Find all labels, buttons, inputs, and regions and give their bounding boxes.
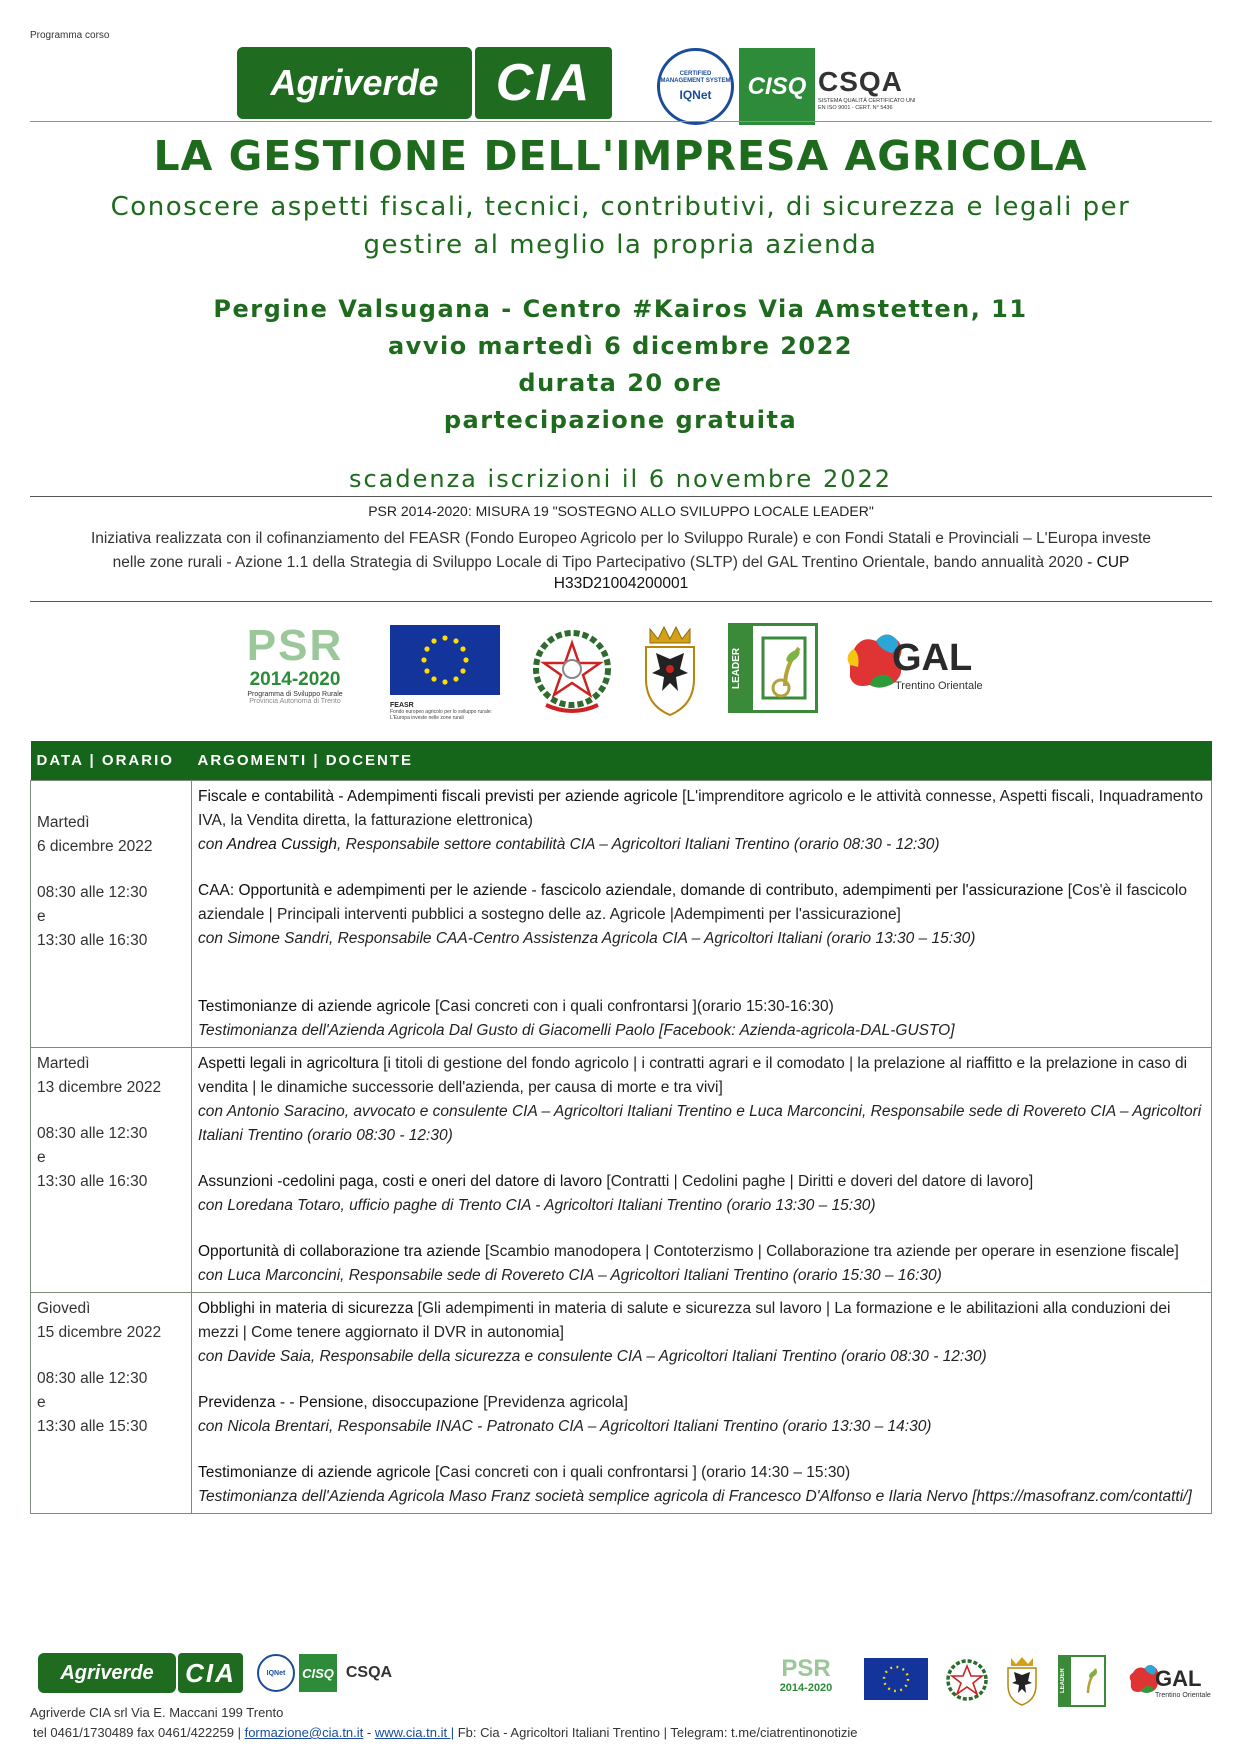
teacher-prefix: con bbox=[198, 1348, 228, 1365]
topic bbox=[198, 1391, 1205, 1415]
teacher-name: Andrea Cussigh bbox=[226, 836, 338, 853]
republic-emblem-icon bbox=[530, 625, 615, 717]
teacher-name: Nicola Brentari bbox=[227, 1418, 329, 1435]
course-location: Pergine Valsugana - Centro #Kairos Via Amstetten, 11 bbox=[213, 295, 1028, 323]
deadline-divider bbox=[30, 496, 1212, 497]
cia-text: CIA bbox=[495, 54, 592, 112]
teacher-suffix: , Responsabile settore contabilità CIA – Agricoltori Italiani Trentino (orario 08:30 - 12:30) bbox=[337, 836, 940, 853]
subtitle-line-2: gestire al meglio la propria azienda bbox=[363, 230, 878, 260]
teacher-prefix: con bbox=[198, 836, 227, 853]
teacher-prefix: con bbox=[198, 1418, 228, 1435]
topic-teacher-line bbox=[198, 1194, 1205, 1218]
topic-title: Opportunità di collaborazione tra aziende bbox=[198, 1243, 481, 1260]
topic-teacher-line bbox=[198, 1100, 1205, 1148]
topic-detail: [L'imprenditore agricolo e le attività connesse, Aspetti fiscali, Inquadramento IVA, la Vendita diretta, la fatturazione elettronica) bbox=[198, 788, 1203, 829]
teacher-suffix: , avvocato e consulente CIA – Agricoltori Italiani Trentino e Luca Marconcini, Responsabile sede di Rovereto CIA – Agricoltori Italiani Trentino (orario 08:30 - 12:30) bbox=[198, 1103, 1202, 1144]
leader-text: LEADER bbox=[731, 626, 753, 710]
gal-logo bbox=[840, 625, 985, 720]
row-date: 13 dicembre 2022 bbox=[37, 1079, 162, 1096]
teacher-name: Simone Sandri bbox=[227, 930, 329, 947]
table-header-row bbox=[31, 741, 1212, 781]
footer-address: Agriverde CIA srl Via E. Maccani 199 Trento bbox=[30, 1705, 284, 1720]
topic-detail: [Casi concreti con i quali confrontarsi ] (orario 14:30 – 15:30) bbox=[430, 1464, 851, 1481]
row-time-and: e bbox=[37, 908, 46, 925]
gal-sub: Trentino Orientale bbox=[895, 680, 983, 692]
row-time-1: 08:30 alle 12:30 bbox=[37, 1125, 148, 1142]
course-duration: durata 20 ore bbox=[518, 369, 723, 397]
topic-detail: [Contratti | Cedolini paghe | Diritti e doveri del datore di lavoro] bbox=[602, 1173, 1034, 1190]
topic-title: Fiscale e contabilità - Adempimenti fiscali previsti per aziende agricole bbox=[198, 788, 678, 805]
footer-web-link[interactable]: www.cia.tn.it | bbox=[374, 1725, 455, 1740]
psr-line-2: nelle zone rurali - Azione 1.1 della Strategia di Sviluppo Locale di Tipo Partecipativo (SLTP) del GAL Trentino Orientale, bando annualità 2020 bbox=[112, 554, 1083, 571]
course-start: avvio martedì 6 dicembre 2022 bbox=[387, 332, 854, 360]
teacher-suffix: , Responsabile INAC - Patronato CIA – Agricoltori Italiani Trentino (orario 13:30 – 14:30) bbox=[328, 1418, 932, 1435]
topics-cell bbox=[192, 1048, 1212, 1293]
footer-coat-of-arms bbox=[1005, 1655, 1039, 1707]
teacher-name: Antonio Saracino bbox=[226, 1103, 345, 1120]
footer-gal-text: GAL bbox=[1155, 1666, 1202, 1691]
teacher-name: Azienda Agricola Maso Franz società semplice agricola di Francesco D'Alfonso e Ilaria Nervo bbox=[328, 1488, 968, 1505]
topic bbox=[198, 1170, 1205, 1194]
leader-sprout-icon bbox=[755, 626, 817, 710]
course-free: partecipazione gratuita bbox=[443, 406, 798, 434]
topic-title: CAA: Opportunità e adempimenti per le aziende - fascicolo aziendale, domande di contributo, adempimenti per l'assicurazione bbox=[198, 882, 1064, 899]
row-time-2: 13:30 alle 15:30 bbox=[37, 1418, 148, 1435]
footer-eu-logo bbox=[864, 1658, 928, 1700]
footer-psr-big: PSR bbox=[781, 1655, 831, 1682]
top-label: Programma corso bbox=[30, 30, 110, 41]
agriverde-logo bbox=[237, 47, 472, 119]
csqa-text: CSQA bbox=[818, 66, 903, 97]
psr-cup: H33D21004200001 bbox=[553, 575, 689, 592]
csqa-sub: SISTEMA QUALITÀ CERTIFICATO UNI EN ISO 9001 - CERT. N° 5436 bbox=[818, 98, 916, 111]
table-row bbox=[31, 1293, 1212, 1514]
footer-csqa-text: CSQA bbox=[345, 1664, 393, 1681]
topic-title: Testimonianze di aziende agricole bbox=[198, 1464, 431, 1481]
psr-logo-sub1: Programma di Sviluppo Rurale bbox=[247, 691, 343, 698]
footer-social: Fb: Cia - Agricoltori Italiani Trentino | Telegram: t.me/ciatrentinonotizie bbox=[454, 1725, 858, 1740]
topic-teacher-line bbox=[198, 1345, 1205, 1369]
trentino-coat-of-arms bbox=[640, 623, 700, 718]
col-header-topics bbox=[192, 741, 1212, 781]
teacher-suffix: , ufficio paghe di Trento CIA - Agricoltori Italiani Trentino (orario 13:30 – 15:30) bbox=[340, 1197, 876, 1214]
psr-heading: PSR 2014-2020: MISURA 19 "SOSTEGNO ALLO SVILUPPO LOCALE LEADER" bbox=[368, 503, 874, 519]
psr-logo-years: 2014-2020 bbox=[249, 669, 341, 690]
leader-logo bbox=[728, 623, 818, 713]
cia-logo bbox=[475, 47, 612, 119]
row-time-2: 13:30 alle 16:30 bbox=[37, 932, 148, 949]
topic bbox=[198, 995, 1205, 1019]
agriverde-text: Agriverde bbox=[270, 62, 439, 103]
topic-detail: [Casi concreti con i quali confrontarsi ](orario 15:30-16:30) bbox=[430, 998, 834, 1015]
date-cell bbox=[31, 1048, 192, 1293]
teacher-name: Davide Saia bbox=[227, 1348, 311, 1365]
teacher-name: Luca Marconcini bbox=[227, 1267, 341, 1284]
topic bbox=[198, 879, 1205, 927]
footer-gal-sub: Trentino Orientale bbox=[1155, 1692, 1211, 1699]
teacher-suffix: [Facebook: Azienda-agricola-DAL-GUSTO] bbox=[654, 1022, 955, 1039]
cisq-text: CISQ bbox=[747, 72, 807, 100]
footer-leader-text: LEADER bbox=[1060, 1657, 1071, 1705]
psr-line-2-wrap bbox=[30, 551, 1212, 574]
italian-republic-emblem bbox=[530, 625, 615, 720]
coat-of-arms-icon bbox=[640, 623, 700, 718]
psr-divider bbox=[30, 601, 1212, 602]
psr-logo-sub2: Provincia Autonoma di Trento bbox=[249, 698, 341, 705]
cert-ring-text: CERTIFIED MANAGEMENT SYSTEM bbox=[660, 71, 731, 84]
topic-teacher-line bbox=[198, 1415, 1205, 1439]
topic bbox=[198, 1297, 1205, 1345]
footer-republic-emblem bbox=[944, 1656, 990, 1706]
topic-detail: [i titoli di gestione del fondo agricolo | i contratti agrari e il comodato | la prelazione al riaffitto e la prelazione in caso di vendita | le dinamiche successorie dell'azienda, per causa di morte e tra vivi] bbox=[198, 1055, 1188, 1096]
footer-psr-logo bbox=[770, 1656, 842, 1706]
header-divider bbox=[30, 121, 1212, 122]
registration-deadline: scadenza iscrizioni il 6 novembre 2022 bbox=[348, 465, 893, 493]
footer-iqnet-logo bbox=[257, 1654, 295, 1692]
teacher-prefix: con bbox=[198, 1103, 227, 1120]
footer-coat-of-arms-icon bbox=[1005, 1655, 1039, 1707]
topic-teacher-line bbox=[198, 1264, 1205, 1288]
footer-iqnet-text: IQNet bbox=[266, 1669, 286, 1677]
topics-cell bbox=[192, 781, 1212, 1048]
topic-detail: [Previdenza agricola] bbox=[478, 1394, 628, 1411]
col-header-date bbox=[31, 741, 192, 781]
footer-eu-flag-icon bbox=[864, 1658, 928, 1700]
eu-flag-icon bbox=[390, 625, 500, 695]
footer-leader-logo bbox=[1058, 1655, 1106, 1707]
iqnet-cert-logo bbox=[657, 48, 734, 125]
date-cell bbox=[31, 781, 192, 1048]
iqnet-text: IQNet bbox=[679, 88, 712, 102]
col-header-date-text: DATA | ORARIO bbox=[36, 752, 174, 769]
topic-detail: [Gli adempimenti in materia di salute e sicurezza sul lavoro | La formazione e le abilitazioni alla conduzioni dei mezzi | Come tenere aggiornato il DVR in autonomia] bbox=[198, 1300, 1171, 1341]
teacher-prefix: con bbox=[198, 1267, 228, 1284]
teacher-suffix: , Responsabile della sicurezza e consulente CIA – Agricoltori Italiani Trentino (orario 08:30 - 12:30) bbox=[310, 1348, 987, 1365]
row-date: 6 dicembre 2022 bbox=[37, 838, 153, 855]
feasr-sub: Fondo europeo agricolo per lo sviluppo rurale: L'Europa investe nelle zone rurali bbox=[390, 709, 493, 721]
topic-detail: [Scambio manodopera | Contoterzismo | Collaborazione tra aziende per operare in esenzione fiscale] bbox=[480, 1243, 1179, 1260]
row-day: Giovedì bbox=[37, 1300, 91, 1317]
page-title: LA GESTIONE DELL'IMPRESA AGRICOLA bbox=[153, 132, 1088, 180]
footer-csqa-logo bbox=[340, 1654, 398, 1692]
topic-teacher-line bbox=[198, 1019, 1205, 1043]
row-day: Martedì bbox=[37, 1055, 90, 1072]
footer-agriverde-logo bbox=[38, 1653, 176, 1693]
topic bbox=[198, 785, 1205, 833]
teacher-name: Loredana Totaro bbox=[227, 1197, 341, 1214]
row-time-1: 08:30 alle 12:30 bbox=[37, 1370, 148, 1387]
topic-title: Aspetti legali in agricoltura bbox=[198, 1055, 379, 1072]
teacher-prefix: con bbox=[198, 1197, 228, 1214]
teacher-suffix: , Responsabile sede di Rovereto CIA – Agricoltori Italiani Trentino (orario 15:30 – 16:30) bbox=[340, 1267, 942, 1284]
psr-cup-label: - CUP bbox=[1087, 554, 1130, 571]
row-day: Martedì bbox=[37, 814, 90, 831]
row-time-and: e bbox=[37, 1394, 46, 1411]
col-header-topics-text: ARGOMENTI | DOCENTE bbox=[197, 752, 414, 769]
psr-logo bbox=[230, 623, 360, 718]
cisq-logo bbox=[739, 48, 815, 125]
csqa-logo bbox=[818, 56, 922, 122]
topic-title: Assunzioni -cedolini paga, costi e oneri del datore di lavoro bbox=[198, 1173, 603, 1190]
footer-cia-text: CIA bbox=[185, 1657, 236, 1688]
footer-phone: tel 0461/1730489 fax 0461/422259 | bbox=[33, 1725, 241, 1740]
footer-cia-logo bbox=[178, 1653, 243, 1693]
footer-gal-logo bbox=[1125, 1656, 1215, 1708]
row-time-2: 13:30 alle 16:30 bbox=[37, 1173, 148, 1190]
teacher-suffix: [https://masofranz.com/contatti/] bbox=[967, 1488, 1192, 1505]
gal-text: GAL bbox=[892, 637, 973, 679]
topic-title: Obblighi in materia di sicurezza bbox=[198, 1300, 414, 1317]
footer-email-link[interactable]: formazione@cia.tn.it bbox=[244, 1725, 364, 1740]
topic-title: Previdenza - - Pensione, disoccupazione bbox=[198, 1394, 479, 1411]
row-time-1: 08:30 alle 12:30 bbox=[37, 884, 148, 901]
footer-republic-emblem-icon bbox=[944, 1656, 990, 1706]
footer-cisq-text: CISQ bbox=[302, 1665, 334, 1681]
eu-feasr-logo bbox=[390, 625, 500, 720]
footer-psr-years: 2014-2020 bbox=[779, 1682, 833, 1694]
programme-table bbox=[30, 741, 1212, 1514]
topic bbox=[198, 1052, 1205, 1100]
topic-teacher-line bbox=[198, 833, 1205, 857]
topic bbox=[198, 1240, 1205, 1264]
topic-teacher-line bbox=[198, 1485, 1205, 1509]
footer-contacts bbox=[33, 1725, 858, 1740]
topic bbox=[198, 1461, 1205, 1485]
teacher-prefix: con bbox=[198, 930, 228, 947]
topic-detail: [Cos'è il fascicolo aziendale | Principali interventi pubblici a sostegno delle az. Agricole |Adempimenti per l'assicurazione] bbox=[198, 882, 1187, 923]
row-time-and: e bbox=[37, 1149, 46, 1166]
subtitle-line-1: Conoscere aspetti fiscali, tecnici, contributivi, di sicurezza e legali per bbox=[110, 192, 1131, 222]
topics-cell bbox=[192, 1293, 1212, 1514]
footer-agriverde-text: Agriverde bbox=[60, 1661, 154, 1684]
table-row bbox=[31, 1048, 1212, 1293]
feasr-label: FEASR bbox=[390, 702, 414, 709]
table-row bbox=[31, 781, 1212, 1048]
footer-leader-sprout-icon bbox=[1072, 1657, 1106, 1705]
row-date: 15 dicembre 2022 bbox=[37, 1324, 162, 1341]
psr-line-1: Iniziativa realizzata con il cofinanziamento del FEASR (Fondo Europeo Agricolo per lo Sviluppo Rurale) e con Fondi Statali e Provinciali – L'Europa investe bbox=[90, 530, 1152, 547]
footer-cisq-logo bbox=[299, 1654, 337, 1692]
teacher-name: Azienda Agricola Dal Gusto di Giacomelli Paolo bbox=[328, 1022, 655, 1039]
footer-sep: - bbox=[363, 1725, 375, 1740]
teacher-prefix: Testimonianza dell' bbox=[198, 1022, 329, 1039]
topic-teacher-line bbox=[198, 927, 1205, 951]
teacher-suffix: , Responsabile CAA-Centro Assistenza Agricola CIA – Agricoltori Italiani (orario 13:30 – 15:30) bbox=[328, 930, 976, 947]
date-cell bbox=[31, 1293, 192, 1514]
teacher-prefix: Testimonianza dell' bbox=[198, 1488, 329, 1505]
topic-title: Testimonianze di aziende agricole bbox=[198, 998, 431, 1015]
psr-logo-big: PSR bbox=[246, 621, 344, 670]
